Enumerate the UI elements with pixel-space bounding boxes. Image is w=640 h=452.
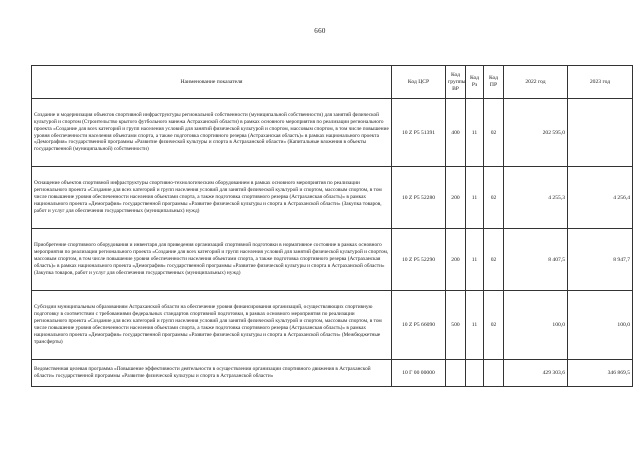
row-rz: 11 (466, 291, 484, 360)
row-2023: 4 256,4 (568, 167, 633, 229)
row-2023: 346 869,5 (568, 360, 633, 387)
row-rz: 11 (466, 99, 484, 167)
table-row (32, 291, 633, 360)
row-2023: 8 947,7 (568, 229, 633, 291)
row-csr: 10 Z P5 52280 (392, 167, 446, 229)
row-name: Субсидии муниципальным образованиям Астраханской области на обеспечение уровня финансирования организаций, осуществляющих спортивную подготовку в соответствии с требованиями федеральных стандартов спортивной подготовки, в рамках основного мероприятия по реализации регионального проекта «Создание для всех категорий и групп населения условий для занятий физической культурой и спортом, массовым спортом, в том числе повышение уровня обеспеченности населения объектами спорта, а также подготовка спортивного резерва (Астраханская область)» в рамках национального проекта «Демография» государственной программы «Развитие физической культуры и спорта в Астраханской области» (Межбюджетные трансферты) (32, 291, 392, 360)
row-2023: 100,0 (568, 291, 633, 360)
header-csr: Код ЦСР (392, 66, 446, 99)
header-rz: Код Рз (466, 66, 484, 99)
row-vr (446, 360, 466, 387)
row-vr: 200 (446, 229, 466, 291)
row-name: Оснащение объектов спортивной инфраструктуры спортивно-технологическим оборудованием в рамках основного мероприятия по реализации регионального проекта «Создание для всех категорий и групп населения условий для занятий физической культурой и спортом, массовым спортом, в том числе повышение уровня обеспеченности населения объектами спорта, а также подготовка спортивного резерва (Астраханская область)» в рамках национального проекта «Демография» государственной программы «Развитие физической культуры и спорта в Астраханской области» (Закупка товаров, работ и услуг для обеспечения государственных (муниципальных) нужд) (32, 167, 392, 229)
row-pr: 02 (484, 99, 504, 167)
table-header-row (32, 66, 633, 99)
budget-table (31, 65, 633, 387)
page-number: 660 (314, 27, 326, 35)
row-vr: 500 (446, 291, 466, 360)
header-pr: Код ПР (484, 66, 504, 99)
row-name: Приобретение спортивного оборудования и инвентаря для приведения организаций спортивной подготовки в нормативное состояние в рамках основного мероприятия по реализации регионального проекта «Создание для всех категорий и групп населения условий для занятий физической культурой и спортом, массовым спортом, в том числе повышение уровня обеспеченности населения объектами спорта, а также подготовка спортивного резерва (Астраханская область)» в рамках национального проекта «Демография» государственной программы «Развитие физической культуры и спорта в Астраханской области» (Закупка товаров, работ и услуг для обеспечения государственных (муниципальных) нужд) (32, 229, 392, 291)
row-2022: 4 255,3 (504, 167, 568, 229)
row-csr: 10 Z P5 51391 (392, 99, 446, 167)
row-pr: 02 (484, 167, 504, 229)
table-row (32, 167, 633, 229)
table-row (32, 229, 633, 291)
row-rz: 11 (466, 229, 484, 291)
table-row (32, 99, 633, 167)
row-2022: 100,0 (504, 291, 568, 360)
row-2023 (568, 99, 633, 167)
row-csr: 10 Z P5 52290 (392, 229, 446, 291)
header-name: Наименование показателя (32, 66, 392, 99)
header-2023: 2023 год (568, 66, 633, 99)
row-name: Создание и модернизация объектов спортивной инфраструктуры региональной собственности (муниципальной собственности) для занятий физической культурой и спортом (Строительство крытого футбольного манежа Астраханской области) в рамках основного мероприятия по реализации регионального проекта «Создание для всех категорий и групп населения условий для занятий физической культурой и спортом, массовым спортом, в том числе повышение уровня обеспеченности населения объектами спорта, а также подготовка спортивного резерва (Астраханская область)» в рамках национального проекта «Демография» государственной программы «Развитие физической культуры и спорта в Астраханской области» (Капитальные вложения в объекты государственной (муниципальной) собственности) (32, 99, 392, 167)
row-vr: 400 (446, 99, 466, 167)
row-rz: 11 (466, 167, 484, 229)
row-csr: 10 Г 00 00000 (392, 360, 446, 387)
row-vr: 200 (446, 167, 466, 229)
row-2022: 202 595,0 (504, 99, 568, 167)
header-2022: 2022 год (504, 66, 568, 99)
row-2022: 429 303,6 (504, 360, 568, 387)
row-rz (466, 360, 484, 387)
row-name: Ведомственная целевая программа «Повышение эффективности деятельности в осуществлении организации спортивного движения в Астраханской области» государственной программы «Развитие физической культуры и спорта в Астраханской области» (32, 360, 392, 387)
table-row (32, 360, 633, 387)
row-csr: 10 Z P5 66090 (392, 291, 446, 360)
row-pr: 02 (484, 229, 504, 291)
row-pr: 02 (484, 291, 504, 360)
row-pr (484, 360, 504, 387)
header-vr: Код группы ВР (446, 66, 466, 99)
row-2022: 8 407,5 (504, 229, 568, 291)
